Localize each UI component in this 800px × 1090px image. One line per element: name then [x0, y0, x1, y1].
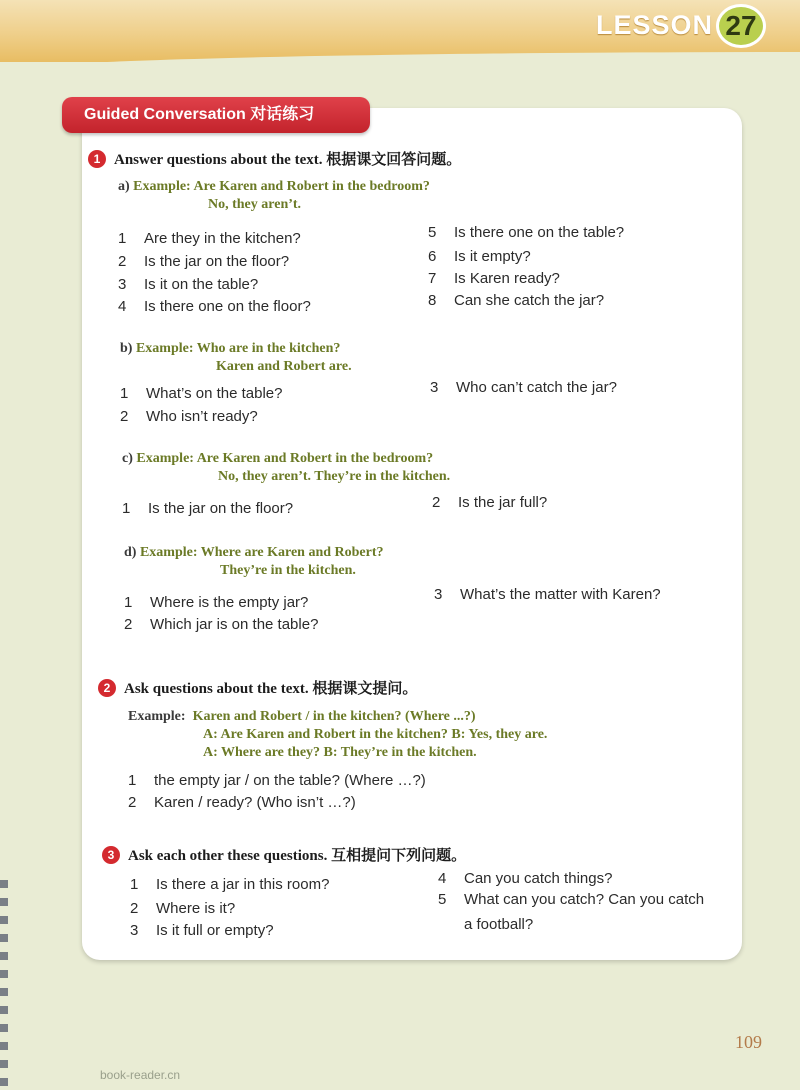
question-item: a football? [464, 916, 534, 933]
section-title: Answer questions about the text. 根据课文回答问题。 [114, 152, 462, 168]
question-item: 2 Where is it? [130, 900, 236, 917]
question-item: 5 Is there one on the table? [428, 224, 625, 241]
example-d: d) Example: Where are Karen and Robert? They’re in the kitchen. [124, 545, 384, 578]
section-2-heading [98, 677, 417, 698]
example-a: a) Example: Are Karen and Robert in the bedroom? No, they aren’t. [118, 179, 430, 212]
question-item: 3 Is it on the table? [118, 276, 259, 293]
example-2: Example: Karen and Robert / in the kitchen? (Where ...?) A: Are Karen and Robert in the kitchen? B: Yes, they are. A: Where are they? B: They’re in the kitchen. [128, 709, 548, 760]
question-item: 2 Is the jar full? [432, 494, 548, 511]
question-item: 1 Where is the empty jar? [124, 594, 309, 611]
section-number-badge: 3 [102, 846, 120, 864]
question-item: 2 Is the jar on the floor? [118, 253, 290, 270]
spiral-binding [0, 880, 8, 1090]
question-item: 2 Karen / ready? (Who isn’t …?) [128, 794, 356, 811]
question-item: 1 Are they in the kitchen? [118, 230, 301, 247]
question-item: 2 Which jar is on the table? [124, 616, 319, 633]
question-item: 2 Who isn’t ready? [120, 408, 258, 425]
question-item: 6 Is it empty? [428, 248, 531, 265]
question-item: 4 Can you catch things? [438, 870, 613, 887]
section-title: Ask each other these questions. 互相提问下列问题。 [128, 848, 467, 864]
question-item: 3 Who can’t catch the jar? [430, 379, 617, 396]
section-tab-title: Guided Conversation 对话练习 [62, 97, 370, 133]
section-1-heading [88, 148, 461, 169]
section-number-badge: 2 [98, 679, 116, 697]
watermark: book-reader.cn [100, 1068, 181, 1082]
section-number-badge: 1 [88, 150, 106, 168]
section-3-heading [102, 844, 466, 865]
section-title: Ask questions about the text. 根据课文提问。 [124, 681, 418, 697]
page-number: 109 [735, 1032, 762, 1052]
lesson-label: LESSON [596, 10, 714, 40]
question-item: 3 What’s the matter with Karen? [434, 586, 661, 603]
example-b: b) Example: Who are in the kitchen? Karen and Robert are. [120, 341, 352, 374]
question-item: 1 What’s on the table? [120, 385, 283, 402]
question-item: 1 the empty jar / on the table? (Where …?) [128, 772, 426, 789]
question-item: 8 Can she catch the jar? [428, 292, 605, 309]
question-item: 3 Is it full or empty? [130, 922, 274, 939]
question-item: 5 What can you catch? Can you catch [438, 891, 705, 908]
question-item: 1 Is there a jar in this room? [130, 876, 330, 893]
lesson-number-badge: 27 [716, 4, 766, 48]
question-item: 7 Is Karen ready? [428, 270, 560, 287]
example-c: c) Example: Are Karen and Robert in the bedroom? No, they aren’t. They’re in the kitchen. [122, 451, 451, 484]
question-item: 4 Is there one on the floor? [118, 298, 311, 315]
question-item: 1 Is the jar on the floor? [122, 500, 294, 517]
